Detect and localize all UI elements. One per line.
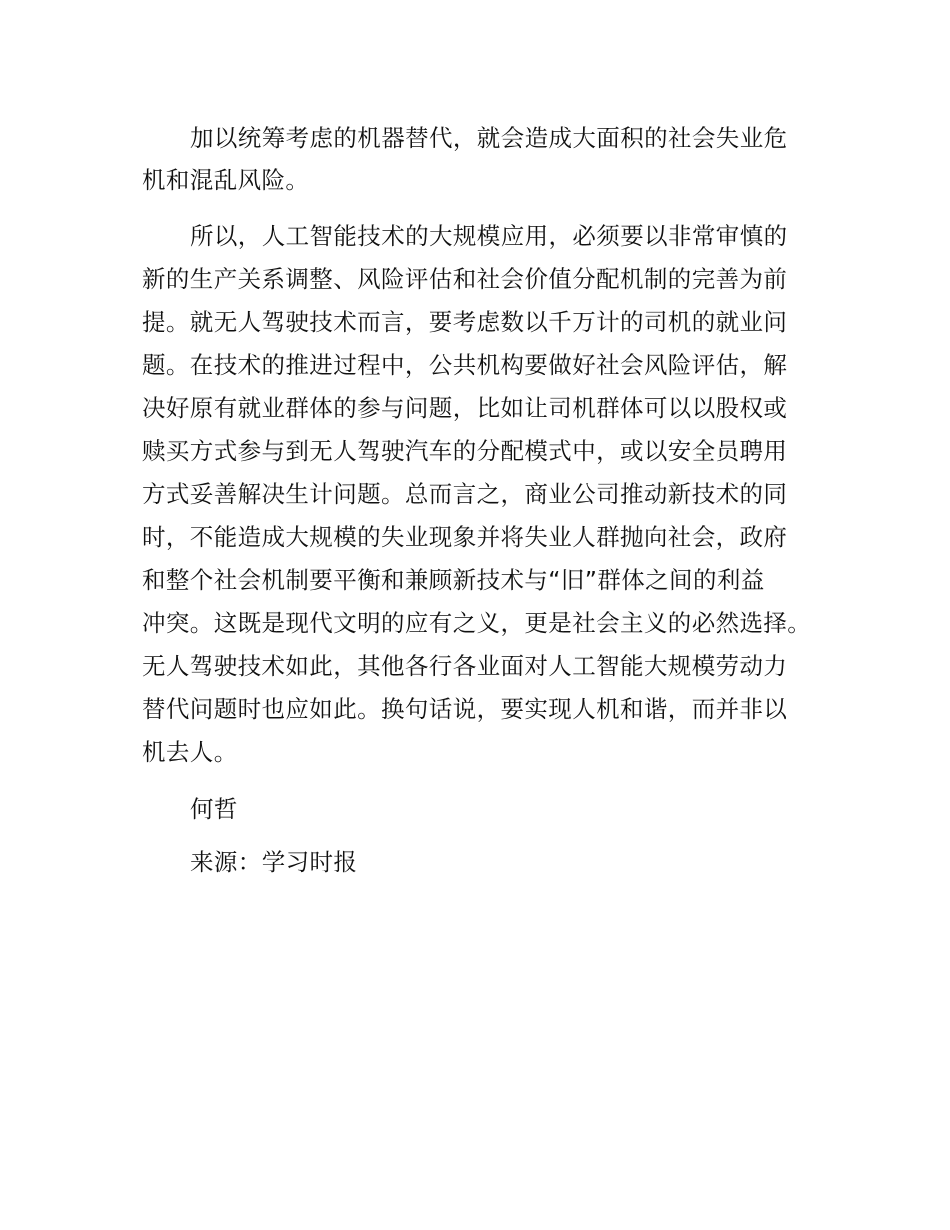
- paragraph-line: 方式妥善解决生计问题。总而言之，商业公司推动新技术的同: [142, 480, 788, 508]
- paragraph-line: 机去人。: [142, 738, 238, 766]
- paragraph-line: 题。在技术的推进过程中，公共机构要做好社会风险评估，解: [142, 351, 788, 379]
- paragraph-line: 机和混乱风险。: [142, 166, 310, 194]
- author-name: 何哲: [190, 795, 238, 823]
- paragraph-line: 赎买方式参与到无人驾驶汽车的分配模式中，或以安全员聘用: [142, 437, 788, 465]
- paragraph-line: 提。就无人驾驶技术而言，要考虑数以千万计的司机的就业问: [142, 308, 788, 336]
- paragraph-line: 和整个社会机制要平衡和兼顾新技术与“旧”群体之间的利益: [142, 566, 765, 594]
- paragraph-line: 无人驾驶技术如此，其他各行各业面对人工智能大规模劳动力: [142, 652, 788, 680]
- paragraph-line: 决好原有就业群体的参与问题，比如让司机群体可以以股权或: [142, 394, 788, 422]
- paragraph-line: 所以，人工智能技术的大规模应用，必须要以非常审慎的: [190, 222, 788, 250]
- source-line: 来源：学习时报: [190, 848, 358, 876]
- paragraph-line: 加以统筹考虑的机器替代，就会造成大面积的社会失业危: [190, 124, 788, 152]
- paragraph-line: 时，不能造成大规模的失业现象并将失业人群抛向社会，政府: [142, 523, 788, 551]
- paragraph-line: 替代问题时也应如此。换句话说，要实现人机和谐，而并非以: [142, 695, 788, 723]
- paragraph-line: 新的生产关系调整、风险评估和社会价值分配机制的完善为前: [142, 265, 788, 293]
- paragraph-line: 冲突。这既是现代文明的应有之义，更是社会主义的必然选择。: [142, 609, 812, 637]
